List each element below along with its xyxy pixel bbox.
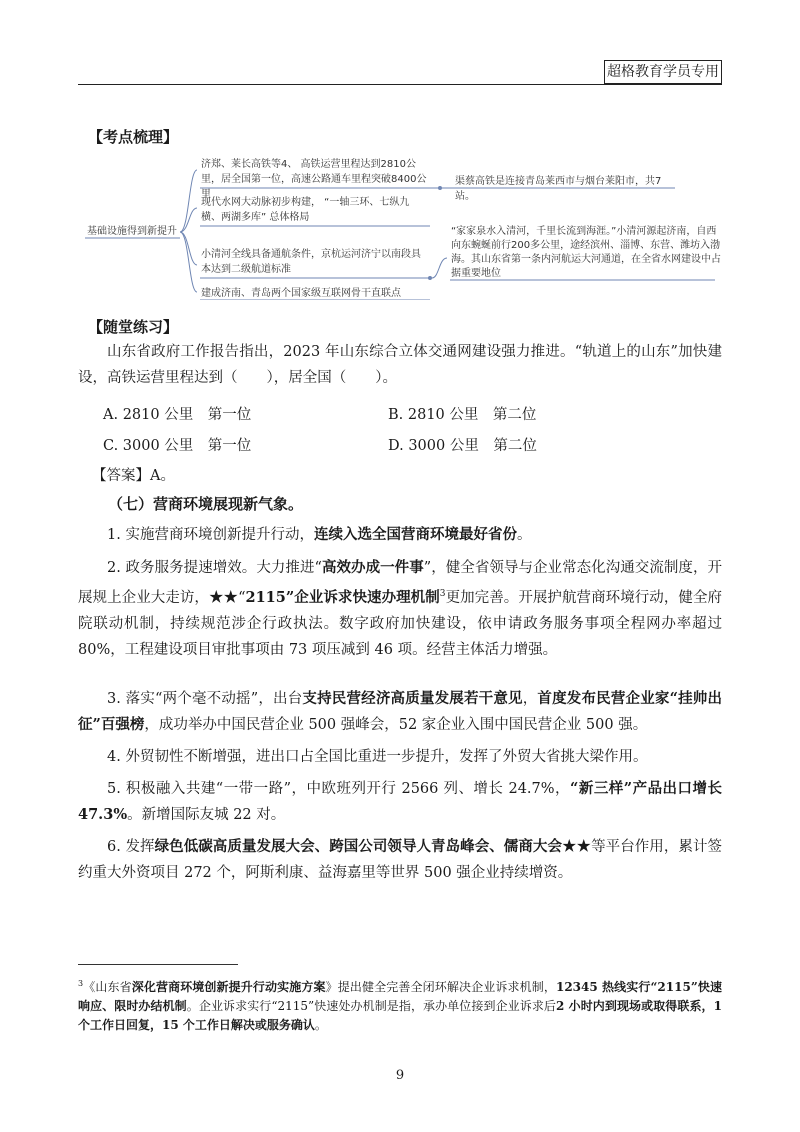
item-1-text: 1. 实施营商环境创新提升行动，	[107, 527, 314, 543]
mind-map-subnode-river: “家家泉水入清河，千里长流到海涯。”小清河源起济南，自西向东蜿蜒前行200多公里，途经滨州、淄博、东营、潍坊入渤海。其山东省第一条内河航运大河通道，在全省水网建设中占据重要地位	[451, 226, 721, 279]
footnote-bold-c: 2 小时内到现场或取得联系，1 个工作日回复，15 个工作日解决或服务确认	[78, 999, 722, 1032]
footnote-text-a: 《山东省	[83, 980, 132, 994]
option-c: C. 3000 公里 第一位	[103, 438, 252, 454]
item-6-bold: 绿色低碳高质量发展大会、跨国公司领导人青岛峰会、儒商大会	[154, 838, 562, 855]
option-a: A. 2810 公里 第一位	[103, 407, 252, 423]
item-3-text-b: ，成功举办中国民营企业 500 强峰会，52 家企业入围中国民营企业 500 强。	[144, 717, 648, 733]
mind-map-node-internet: 建成济南、青岛两个国家级互联网骨干直联点	[201, 288, 401, 299]
mind-map-root: 基础设施得到新提升	[87, 226, 177, 237]
mind-map-node-railway: 济郑、莱长高铁等4、 高铁运营里程达到2810公里，居全国第一位，高速公路通车里程突破8400公里	[201, 159, 427, 200]
item-3-bold-a: 支持民营经济高质量发展若干意见	[302, 690, 523, 707]
page-number: 9	[395, 1068, 405, 1083]
answer: 【答案】A。	[92, 468, 175, 484]
item-6-text-a: 6. 发挥	[107, 839, 155, 855]
item-2-bold-c: ”企业诉求快速办理机制	[285, 588, 440, 606]
item-1-end: 。	[516, 527, 532, 543]
item-2-text-b: ”，健全省领导与企业常态化沟通交流制度，开展规上企业大走访，★★“	[78, 560, 722, 606]
header-rule	[78, 84, 722, 85]
footnote-marker: 3	[78, 979, 84, 988]
item-5-text-b: 。新增国际友城 22 对。	[127, 807, 286, 823]
item-3	[78, 686, 722, 738]
item-6-text-b: ★★等平台作用，累计签约重大外资项目 272 个，阿斯利康、益海嘉里等世界 500 强企业持续增资。	[78, 839, 722, 881]
item-2-bold-b: 2115	[245, 588, 286, 606]
footnote-text-b: 》提出健全完善全闭环解决企业诉求机制，	[325, 980, 556, 994]
footnote-end: 。	[314, 1018, 327, 1032]
item-6	[78, 834, 722, 886]
section-title-review: 【考点梳理】	[88, 128, 179, 146]
item-1-bold: 连续入选全国营商环境最好省份	[313, 526, 517, 543]
footnote-bold-a: 深化营商环境创新提升行动实施方案	[131, 980, 326, 994]
section-title-business-environment: （七）营商环境展现新气象。	[108, 495, 304, 513]
item-5-text-a: 5. 积极融入共建“一带一路”，中欧班列开行 2566 列、增长 24.7%，	[107, 781, 571, 797]
footnote-text-c: 。企业诉求实行“2115”快速处办机制是指，承办单位接到企业诉求后	[186, 999, 556, 1013]
item-2-bold-a: 高效办成一件事	[321, 559, 424, 576]
item-5-bold: “新三样”产品出口增长 47.3%	[78, 780, 723, 823]
mind-map-subnode-rail: 渠蔡高铁是连接青岛莱西市与烟台莱阳市，共7站。	[455, 176, 662, 202]
item-5	[78, 776, 722, 828]
option-b: B. 2810 公里 第二位	[388, 407, 537, 423]
footnote	[78, 974, 722, 1035]
footnote-rule	[78, 964, 238, 965]
mind-map	[85, 150, 725, 300]
item-2	[78, 555, 722, 663]
section-title-practice: 【随堂练习】	[88, 318, 179, 336]
item-2-text-c: 更加完善。开展护航营商环境行动，健全府院联动机制，持续规范涉企行政执法。数字政府加快建设，依申请政务服务事项全程网办率超过 80%，工程建设项目审批事项由 73 项压减到 46 项。经营主体活力增强。	[78, 589, 723, 658]
option-d: D. 3000 公里 第二位	[388, 438, 537, 454]
item-3-bold-b: 首度发布民营企业家“挂帅出征”百强榜	[78, 690, 722, 733]
question-stem: 山东省政府工作报告指出，2023 年山东综合立体交通网建设强力推进。“轨道上的山东”加快建设，高铁运营里程达到（ ），居全国（ ）。	[78, 344, 722, 386]
item-3-comma: ，	[522, 691, 538, 707]
header-badge: 超格教育学员专用	[604, 60, 722, 84]
item-4: 4. 外贸韧性不断增强，进出口占全国比重进一步提升，发挥了外贸大省挑大梁作用。	[107, 749, 648, 765]
mind-map-node-canal: 小清河全线具备通航条件，京杭运河济宁以南段具本达到二级航道标准	[201, 249, 421, 275]
footnote-bold-b: 12345 热线实行“2115”快速响应、限时办结机制	[78, 980, 722, 1013]
item-2-text-a: 2. 政务服务提速增效。大力推进“	[107, 560, 322, 576]
item-1	[78, 522, 722, 548]
item-3-text-a: 3. 落实“两个毫不动摇”，出台	[107, 691, 303, 707]
mind-map-node-water: 现代水网大动脉初步构建， “一轴三环、七纵九横、两湖多库” 总体格局	[201, 197, 410, 223]
footnote-ref[interactable]: 3	[439, 589, 446, 599]
